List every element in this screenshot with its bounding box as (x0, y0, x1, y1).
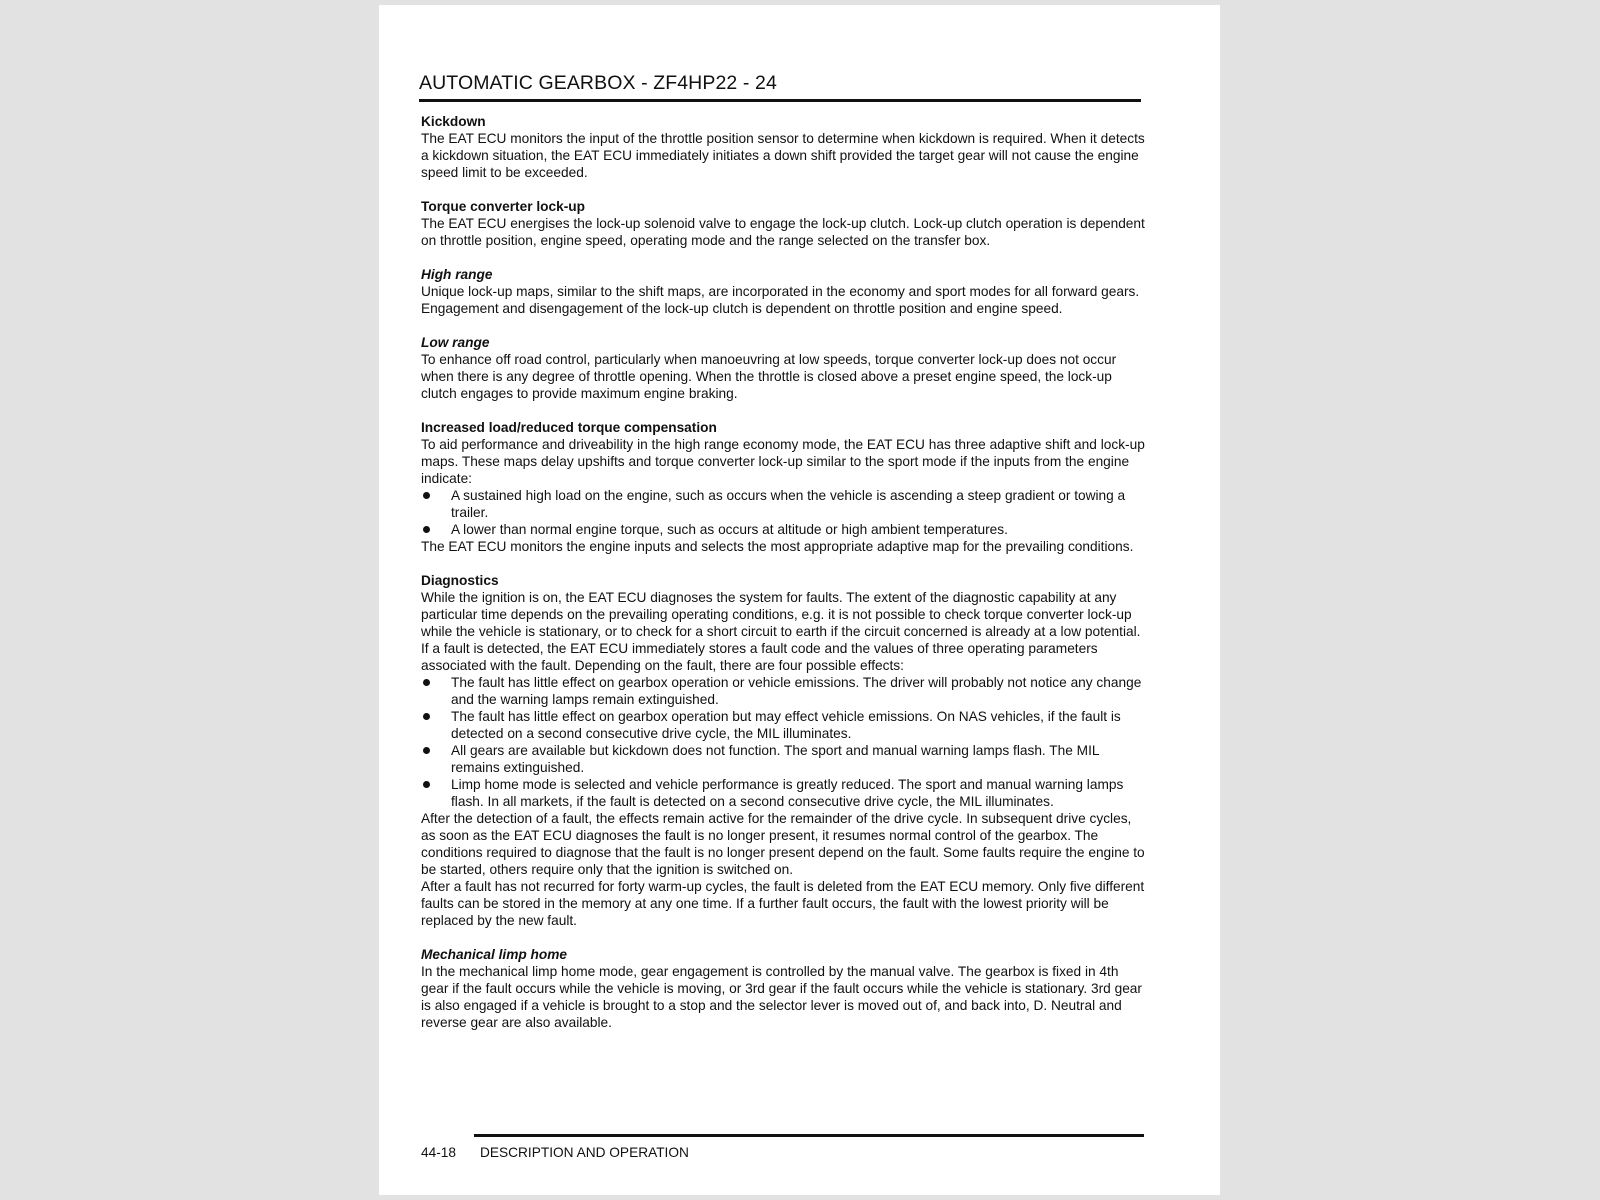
list-item: All gears are available but kickdown does not function. The sport and manual warning lamps flash. The MIL remains extinguished. (421, 742, 1146, 776)
heading-diagnostics: Diagnostics (421, 573, 499, 588)
list-item: A lower than normal engine torque, such as occurs at altitude or high ambient temperatures. (421, 521, 1146, 538)
heading-mechanical-limp-home: Mechanical limp home (421, 947, 568, 962)
list-item: The fault has little effect on gearbox operation or vehicle emissions. The driver will probably not notice any change and the warning lamps remain extinguished. (421, 674, 1146, 708)
heading-low-range: Low range (421, 335, 490, 350)
paragraph-kickdown: The EAT ECU monitors the input of the throttle position sensor to determine when kickdown is required. When it detects a kickdown situation, the EAT ECU immediately initiates a down shift provided the target gear will not cause the engine speed limit to be exceeded. (421, 131, 1145, 180)
page-title: AUTOMATIC GEARBOX - ZF4HP22 - 24 (419, 72, 777, 94)
header-rule (419, 99, 1141, 102)
heading-high-range: High range (421, 267, 493, 282)
list-item: Limp home mode is selected and vehicle performance is greatly reduced. The sport and manual warning lamps flash. In all markets, if the fault is detected on a second consecutive drive cycle, the MIL illuminates. (421, 776, 1146, 810)
paragraph-diagnostics-4: After a fault has not recurred for forty warm-up cycles, the fault is deleted from the EAT ECU memory. Only five different faults can be stored in the memory at any one time. If a further fault occurs, the fault with the lowest priority will be replaced by the new fault. (421, 879, 1145, 928)
paragraph-diagnostics-2: If a fault is detected, the EAT ECU immediately stores a fault code and the values of three operating parameters associated with the fault. Depending on the fault, there are four possible effects: (421, 641, 1098, 673)
page-number: 44-18 (421, 1145, 457, 1160)
footer-section-title: DESCRIPTION AND OPERATION (480, 1145, 689, 1160)
heading-load-compensation: Increased load/reduced torque compensation (421, 420, 717, 435)
section-load-compensation (421, 419, 1146, 555)
section-kickdown (421, 113, 1146, 181)
paragraph-high-range: Unique lock-up maps, similar to the shift maps, are incorporated in the economy and sport modes for all forward gears. Engagement and disengagement of the lock-up clutch is dependent on throttle position and engine speed. (421, 284, 1140, 316)
document-page (379, 5, 1220, 1195)
bullet-list-load-compensation (421, 487, 1146, 538)
bullet-list-fault-effects (421, 674, 1146, 810)
paragraph-diagnostics-1: While the ignition is on, the EAT ECU diagnoses the system for faults. The extent of the diagnostic capability at any particular time depends on the prevailing operating conditions, e.g. it is not possible to check torque converter lock-up while the vehicle is stationary, or to check for a short circuit to earth if the circuit concerned is already at a low potential. (421, 590, 1141, 639)
section-diagnostics (421, 572, 1146, 929)
paragraph-low-range: To enhance off road control, particularly when manoeuvring at low speeds, torque converter lock-up does not occur when there is any degree of throttle opening. When the throttle is closed above a preset engine speed, the lock-up clutch engages to provide maximum engine braking. (421, 352, 1117, 401)
section-low-range (421, 334, 1146, 402)
section-mechanical-limp-home (421, 946, 1146, 1031)
section-high-range (421, 266, 1146, 317)
paragraph-diagnostics-3: After the detection of a fault, the effects remain active for the remainder of the drive cycle. In subsequent drive cycles, as soon as the EAT ECU diagnoses the fault is no longer present, it resumes normal control of the gearbox. The conditions required to diagnose that the fault is no longer present depend on the fault. Some faults require the engine to be started, others require only that the ignition is switched on. (421, 811, 1145, 877)
section-torque-converter-lockup (421, 198, 1146, 249)
paragraph-torque-converter-lockup: The EAT ECU energises the lock-up solenoid valve to engage the lock-up clutch. Lock-up clutch operation is dependent on throttle position, engine speed, operating mode and the range selected on the transfer box. (421, 216, 1145, 248)
page-content (421, 113, 1146, 1048)
paragraph-mechanical-limp-home: In the mechanical limp home mode, gear engagement is controlled by the manual valve. The gearbox is fixed in 4th gear if the fault occurs while the vehicle is moving, or 3rd gear if the fault occurs while the vehicle is stationary. 3rd gear is also engaged if a vehicle is brought to a stop and the selector lever is moved out of, and back into, D. Neutral and reverse gear are also available. (421, 964, 1142, 1030)
heading-kickdown: Kickdown (421, 114, 486, 129)
heading-torque-converter-lockup: Torque converter lock-up (421, 199, 586, 214)
paragraph-load-compensation-after: The EAT ECU monitors the engine inputs and selects the most appropriate adaptive map for the prevailing conditions. (421, 539, 1134, 554)
list-item: The fault has little effect on gearbox operation but may effect vehicle emissions. On NAS vehicles, if the fault is detected on a second consecutive drive cycle, the MIL illuminates. (421, 708, 1146, 742)
footer-rule (474, 1134, 1144, 1137)
paragraph-load-compensation: To aid performance and driveability in the high range economy mode, the EAT ECU has three adaptive shift and lock-up maps. These maps delay upshifts and torque converter lock-up similar to the sport mode if the inputs from the engine indicate: (421, 437, 1145, 486)
list-item: A sustained high load on the engine, such as occurs when the vehicle is ascending a steep gradient or towing a trailer. (421, 487, 1146, 521)
